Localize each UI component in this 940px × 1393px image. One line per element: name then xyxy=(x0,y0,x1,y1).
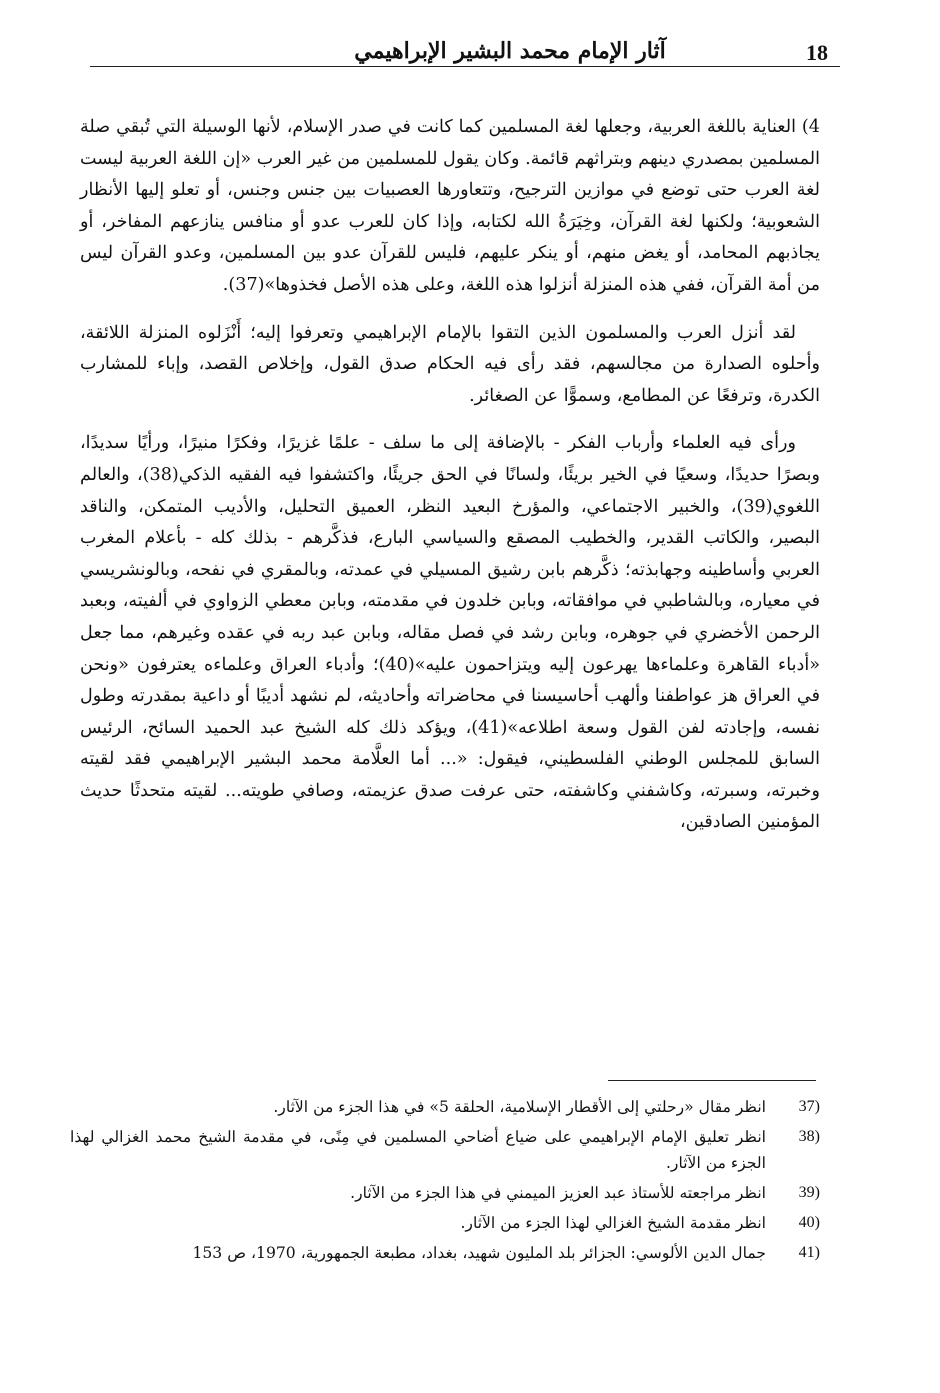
footnote-text: انظر مراجعته للأستاذ عبد العزيز الميمني في هذا الجزء من الآثار. xyxy=(350,1184,766,1202)
footnote-number: 37) xyxy=(798,1098,820,1115)
footnote xyxy=(70,1180,820,1206)
page-number: 18 xyxy=(806,40,828,65)
footnote-text: انظر مقدمة الشيخ الغزالي لهذا الجزء من الآثار. xyxy=(460,1214,766,1232)
footnote xyxy=(70,1210,820,1236)
footnote-number: 39) xyxy=(798,1184,820,1201)
footnote-text: انظر تعليق الإمام الإبراهيمي على ضياع أضاحي المسلمين في مِنًى، في مقدمة الشيخ محمد الغزالي لهذا الجزء من الآثار. xyxy=(70,1128,766,1172)
footnote xyxy=(70,1240,820,1266)
footnote-number: 38) xyxy=(798,1128,820,1145)
paragraph: 4) العناية باللغة العربية، وجعلها لغة المسلمين كما كانت في صدر الإسلام، لأنها الوسيلة التي تُبقي صلة المسلمين بمصدري دينهم وبتراثهم قائمة. وكان يقول للمسلمين من غير العرب «إن اللغة العربية ليست لغة العرب حتى توضع في موازين الترجيح، وتتعاورها العصبيات بين جنس وجنس، أو تعلو إليها الأنظار الشعوبية؛ ولكنها لغة القرآن، وخِيَرَةُ الله لكتابه، وإذا كان للعرب عدو أو منافس ينازعهم المفاخر، أو يجاذبهم المحامد، أو يغض منهم، أو ينكر عليهم، فليس للقرآن عدو بين المسلمين، وعدو القرآن ليس من أمة القرآن، ففي هذه المنزلة أنزلوا هذه اللغة، وعلى هذه الأصل فخذوها»(37). xyxy=(80,117,820,295)
footnotes xyxy=(70,1094,820,1270)
body-text xyxy=(80,112,820,855)
footnote xyxy=(70,1094,820,1120)
footnote-number: 41) xyxy=(798,1244,820,1261)
footnote-text: انظر مقال «رحلتي إلى الأقطار الإسلامية، الحلقة 5» في هذا الجزء من الآثار. xyxy=(273,1098,766,1116)
footnote-text: جمال الدين الألوسي: الجزائر بلد المليون شهيد، بغداد، مطبعة الجمهورية، 1970، ص 153 xyxy=(192,1244,766,1262)
header-rule xyxy=(90,66,840,67)
running-head-title: آثار الإمام محمد البشير الإبراهيمي xyxy=(354,38,666,64)
footnote xyxy=(70,1124,820,1176)
footnote-rule xyxy=(608,1080,816,1081)
footnote-number: 40) xyxy=(798,1214,820,1231)
paragraph: ورأى فيه العلماء وأرباب الفكر - بالإضافة إلى ما سلف - علمًا غزيرًا، وفكرًا منيرًا، ورأيًا سديدًا، وبصرًا حديدًا، وسعيًا في الخير بريئًا، ولسانًا في الحق جريئًا، واكتشفوا فيه الفقيه الذكي(38)، والعالم اللغوي(39)، والخبير الاجتماعي، والمؤرخ البعيد النظر، العميق التحليل، والأديب المتمكن، والناقد البصير، والكاتب القدير، والخطيب المصقع والسياسي البارع، فذكَّرهم - بذلك كله - بأعلام المغرب العربي وأساطينه وجهابذته؛ ذكَّرهم بابن رشيق المسيلي في عمدته، وبالمقري في نفحه، وبالونشريسي في معياره، وبالشاطبي في موافقاته، وبابن خلدون في مقدمته، وبابن معطي الزواوي في ألفيته، وبعبد الرحمن الأخضري في جوهره، وبابن رشد في فصل مقاله، وبابن عبد ربه في عقده وغيرهم، مما جعل «أدباء القاهرة وعلماءها يهرعون إليه ويتزاحمون عليه»(40)؛ وأدباء العراق وعلماءه يعترفون «ونحن في العراق هز عواطفنا وألهب أحاسيسنا في محاضراته وأحاديثه، لم نشهد أديبًا أو داعية بمقدرته وطول نفسه، وإجادته لفن القول وسعة اطلاعه»(41)، ويؤكد ذلك كله الشيخ عبد الحميد السائح، الرئيس السابق للمجلس الوطني الفلسطيني، فيقول: «... أما العلَّامة محمد البشير الإبراهيمي فقد لقيته وخبرته، وسبرته، وكاشفني وكاشفته، حتى عرفت صدق عزيمته، وصافي طويته... لقيته متحدثًا حديث المؤمنين الصادقين، xyxy=(80,433,820,833)
paragraph: لقد أنزل العرب والمسلمون الذين التقوا بالإمام الإبراهيمي وتعرفوا إليه؛ أَنْزَلوه المنزلة اللائقة، وأحلوه الصدارة من مجالسهم، فقد رأى فيه الحكام صدق القول، وإخلاص القصد، وإباء للمشارب الكدرة، وترفعًا عن المطامع، وسموًّا عن الصغائر. xyxy=(80,322,820,406)
